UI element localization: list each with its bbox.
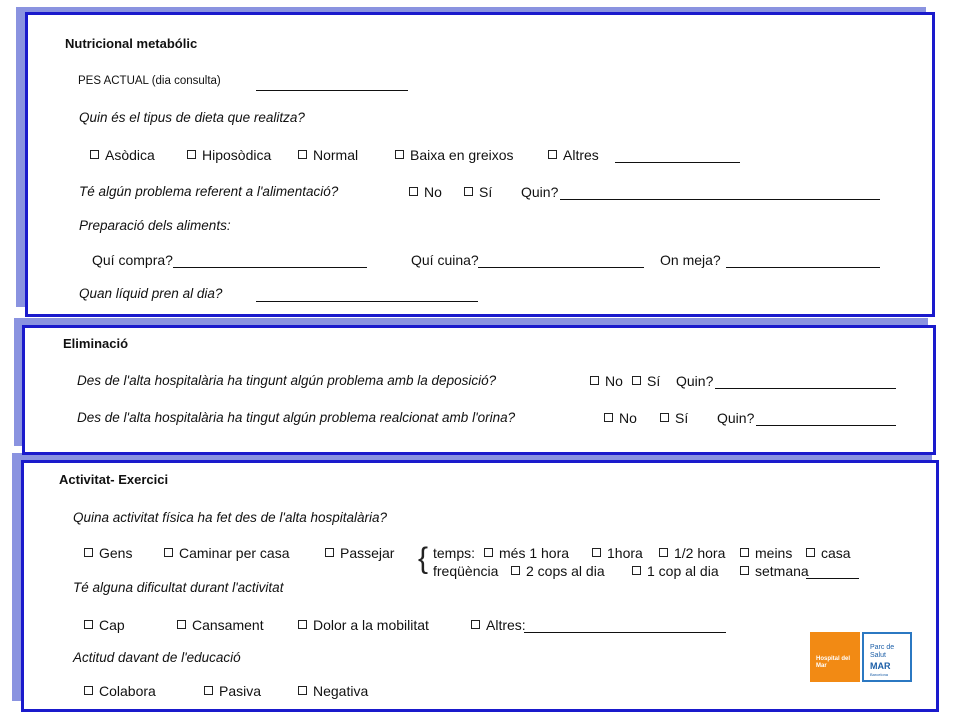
field-quin-deposicio[interactable] — [715, 388, 896, 389]
option-dolor[interactable] — [298, 617, 429, 633]
checkbox-icon[interactable] — [660, 413, 669, 422]
checkbox-icon[interactable] — [740, 566, 749, 575]
checkbox-icon[interactable] — [592, 548, 601, 557]
field-altres-dieta[interactable] — [615, 162, 740, 163]
brace-icon: { — [418, 542, 429, 575]
option-casa[interactable] — [806, 545, 851, 561]
checkbox-icon[interactable] — [90, 150, 99, 159]
option-setmana[interactable] — [740, 563, 809, 579]
hospital-logo-text: Hospital del Mar — [816, 656, 851, 669]
label-qui-compra: Quí compra? — [92, 252, 173, 268]
checkbox-icon[interactable] — [484, 548, 493, 557]
field-qui-compra[interactable] — [173, 267, 367, 268]
label-quin-orina: Quin? — [717, 410, 755, 426]
option-si-alimentacio[interactable] — [464, 184, 492, 200]
checkbox-icon[interactable] — [806, 548, 815, 557]
option-altres-dieta[interactable] — [548, 147, 599, 163]
checkbox-icon[interactable] — [84, 620, 93, 629]
option-label: No — [605, 373, 623, 389]
question-deposicio: Des de l'alta hospitalària ha tingunt algún problema amb la deposició? — [77, 373, 497, 388]
checkbox-icon[interactable] — [632, 566, 641, 575]
option-label: meins — [755, 545, 793, 561]
option-label: 1hora — [607, 545, 643, 561]
checkbox-icon[interactable] — [84, 686, 93, 695]
section-title-activitat: Activitat- Exercici — [59, 472, 169, 487]
option-label: Sí — [675, 410, 689, 426]
question-preparacio: Preparació dels aliments: — [79, 218, 231, 233]
option-pasiva[interactable] — [204, 683, 261, 699]
label-on-meja: On meja? — [660, 252, 721, 268]
option-label: casa — [821, 545, 851, 561]
option-label: Gens — [99, 545, 133, 561]
option-normal[interactable] — [298, 147, 358, 163]
question-dificultat: Té alguna dificultat durant l'activitat — [73, 580, 284, 595]
field-setmana[interactable] — [806, 578, 859, 579]
option-cansament[interactable] — [177, 617, 264, 633]
checkbox-icon[interactable] — [604, 413, 613, 422]
field-qui-cuina[interactable] — [478, 267, 644, 268]
option-mes-1-hora[interactable] — [484, 545, 569, 561]
checkbox-icon[interactable] — [471, 620, 480, 629]
checkbox-icon[interactable] — [164, 548, 173, 557]
checkbox-icon[interactable] — [548, 150, 557, 159]
option-label: Asòdica — [105, 147, 155, 163]
option-si-orina[interactable] — [660, 410, 688, 426]
checkbox-icon[interactable] — [740, 548, 749, 557]
field-liquid[interactable] — [256, 301, 478, 302]
option-label: 1 cop al dia — [647, 563, 719, 579]
option-meins[interactable] — [740, 545, 792, 561]
question-problema-alimentacio: Té algún problema referent a l'alimentació? — [79, 184, 339, 199]
label-temps: temps: — [433, 545, 476, 561]
checkbox-icon[interactable] — [632, 376, 641, 385]
option-label: 1/2 hora — [674, 545, 726, 561]
checkbox-icon[interactable] — [325, 548, 334, 557]
option-label: Pasiva — [219, 683, 262, 699]
option-label: setmana — [755, 563, 809, 579]
checkbox-icon[interactable] — [511, 566, 520, 575]
section-title-eliminacio: Eliminació — [63, 336, 129, 351]
option-colabora[interactable] — [84, 683, 156, 699]
option-no-orina[interactable] — [604, 410, 637, 426]
city-logo-text: Barcelona — [870, 672, 889, 677]
option-label: Cansament — [192, 617, 264, 633]
option-no-alimentacio[interactable] — [409, 184, 442, 200]
option-label: Caminar per casa — [179, 545, 290, 561]
parc-de-salut-mar-logo — [862, 632, 912, 682]
checkbox-icon[interactable] — [187, 150, 196, 159]
option-passejar[interactable] — [325, 545, 394, 561]
option-label: Hiposòdica — [202, 147, 272, 163]
option-1-hora[interactable] — [592, 545, 643, 561]
option-label: 2 cops al dia — [526, 563, 605, 579]
option-negativa[interactable] — [298, 683, 368, 699]
option-label: No — [424, 184, 442, 200]
option-caminar[interactable] — [164, 545, 290, 561]
label-qui-cuina: Quí cuina? — [411, 252, 479, 268]
option-label: No — [619, 410, 637, 426]
option-gens[interactable] — [84, 545, 132, 561]
option-2-cops[interactable] — [511, 563, 605, 579]
checkbox-icon[interactable] — [298, 620, 307, 629]
option-label: Passejar — [340, 545, 395, 561]
label-pes-actual: PES ACTUAL (dia consulta) — [78, 75, 221, 87]
checkbox-icon[interactable] — [298, 150, 307, 159]
field-on-meja[interactable] — [726, 267, 880, 268]
option-label: Baixa en greixos — [410, 147, 514, 163]
option-label: Normal — [313, 147, 359, 163]
hospital-del-mar-logo — [810, 632, 860, 682]
option-label: Negativa — [313, 683, 369, 699]
checkbox-icon[interactable] — [659, 548, 668, 557]
option-asodica[interactable] — [90, 147, 155, 163]
checkbox-icon[interactable] — [177, 620, 186, 629]
option-label: Sí — [647, 373, 661, 389]
question-orina: Des de l'alta hospitalària ha tingut algún problema realcionat amb l'orina? — [77, 410, 516, 425]
option-cap[interactable] — [84, 617, 125, 633]
label-quin-alimentacio: Quin? — [521, 184, 559, 200]
checkbox-icon[interactable] — [464, 187, 473, 196]
option-si-deposicio[interactable] — [632, 373, 660, 389]
option-hiposodica[interactable] — [187, 147, 271, 163]
option-label: Cap — [99, 617, 125, 633]
option-mitja-hora[interactable] — [659, 545, 725, 561]
option-label: més 1 hora — [499, 545, 570, 561]
option-baixa-greixos[interactable] — [395, 147, 514, 163]
checkbox-icon[interactable] — [298, 686, 307, 695]
section-eliminacio-panel — [22, 325, 936, 455]
mar-logo-text: MAR — [870, 661, 891, 671]
question-dieta: Quin és el tipus de dieta que realitza? — [79, 110, 305, 125]
label-quin-deposicio: Quin? — [676, 373, 714, 389]
section-nutricional-panel — [25, 12, 935, 317]
option-label: Altres: — [486, 617, 526, 633]
option-label: Dolor a la mobilitat — [313, 617, 429, 633]
checkbox-icon[interactable] — [84, 548, 93, 557]
parc-logo-text: Parc de Salut — [870, 644, 895, 659]
checkbox-icon[interactable] — [204, 686, 213, 695]
field-altres-activitat[interactable] — [524, 632, 726, 633]
option-label: Altres — [563, 147, 599, 163]
field-pes-actual[interactable] — [256, 90, 408, 91]
checkbox-icon[interactable] — [395, 150, 404, 159]
checkbox-icon[interactable] — [409, 187, 418, 196]
checkbox-icon[interactable] — [590, 376, 599, 385]
option-label: Colabora — [99, 683, 156, 699]
option-1-cop[interactable] — [632, 563, 719, 579]
option-label: Sí — [479, 184, 493, 200]
option-no-deposicio[interactable] — [590, 373, 623, 389]
field-quin-alimentacio[interactable] — [560, 199, 880, 200]
option-altres-activitat[interactable] — [471, 617, 526, 633]
section-title-nutricional: Nutricional metabólic — [65, 36, 198, 51]
question-actitud: Actitud davant de l'educació — [73, 650, 241, 665]
field-quin-orina[interactable] — [756, 425, 896, 426]
question-liquid: Quan líquid pren al dia? — [79, 286, 223, 301]
label-frequencia: freqüència — [433, 563, 499, 579]
question-activitat: Quina activitat física ha fet des de l'alta hospitalària? — [73, 510, 388, 525]
